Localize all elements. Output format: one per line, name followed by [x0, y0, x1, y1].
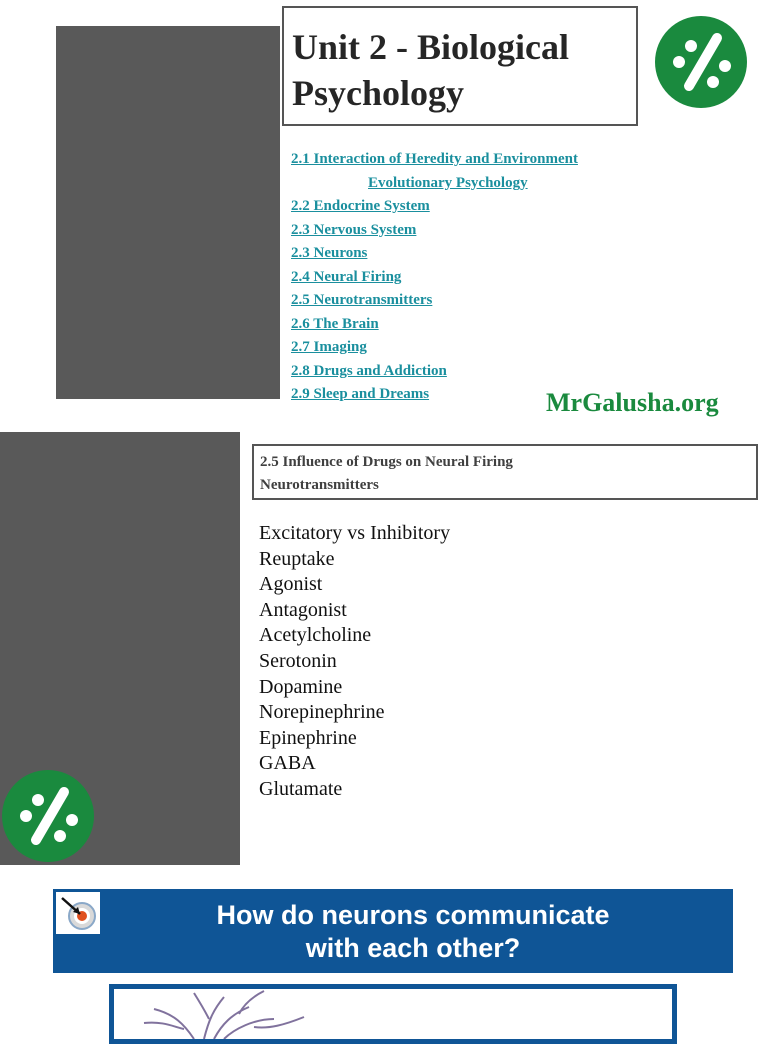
section-heading-box	[252, 444, 758, 500]
toc-link-2-5[interactable]: 2.5 Neurotransmitters	[291, 292, 433, 308]
title-box	[282, 6, 638, 126]
toc-link-2-3-neurons[interactable]: 2.3 Neurons	[291, 245, 368, 261]
section-heading: 2.5 Influence of Drugs on Neural Firing	[260, 454, 513, 470]
list-item: Antagonist	[259, 598, 347, 621]
banner-question	[93, 899, 733, 965]
list-item: Reuptake	[259, 547, 335, 570]
list-item: Serotonin	[259, 649, 337, 672]
toc-link-2-2[interactable]: 2.2 Endocrine System	[291, 198, 430, 214]
toc-item	[291, 242, 578, 266]
neuron-icon	[114, 989, 672, 1039]
page-title	[292, 24, 569, 116]
question-banner	[53, 889, 733, 973]
title-line-1: Unit 2 - Biological	[292, 27, 569, 67]
term-list	[259, 521, 450, 803]
toc-item	[291, 195, 578, 219]
toc-link-2-9[interactable]: 2.9 Sleep and Dreams	[291, 386, 430, 402]
list-item: Excitatory vs Inhibitory	[259, 522, 451, 544]
toc-item	[291, 219, 578, 243]
list-item: Agonist	[259, 573, 323, 596]
list-item: Acetylcholine	[259, 624, 372, 647]
banner-line-1: How do neurons communicate	[216, 900, 610, 930]
section-subheading: Neurotransmitters	[260, 477, 379, 493]
list-item: Glutamate	[259, 777, 343, 800]
site-name: MrGalusha.org	[546, 388, 719, 417]
toc-link-2-8[interactable]: 2.8 Drugs and Addiction	[291, 362, 447, 379]
title-line-2: Psychology	[292, 73, 465, 113]
toc-item	[291, 266, 578, 290]
toc-link-2-4[interactable]: 2.4 Neural Firing	[291, 268, 402, 285]
toc-item	[291, 336, 578, 360]
toc-item	[291, 360, 578, 384]
toc-link-2-7[interactable]: 2.7 Imaging	[291, 339, 367, 355]
neuron-image-frame	[109, 984, 677, 1044]
toc-link-2-6[interactable]: 2.6 The Brain	[291, 315, 379, 332]
logo-icon	[2, 770, 94, 862]
toc-item	[291, 148, 578, 172]
toc-link-2-1[interactable]: 2.1 Interaction of Heredity and Environment	[291, 151, 578, 167]
toc-item	[291, 383, 578, 407]
banner-line-2: with each other?	[305, 933, 521, 963]
toc-item	[291, 313, 578, 337]
toc-link-2-3-nervous[interactable]: 2.3 Nervous System	[291, 221, 417, 238]
toc-item	[291, 289, 578, 313]
list-item: Norepinephrine	[259, 701, 385, 724]
image-placeholder-top	[56, 26, 280, 399]
logo-icon	[655, 16, 747, 108]
toc-link-evolutionary[interactable]: Evolutionary Psychology	[368, 174, 528, 191]
list-item: Epinephrine	[259, 726, 357, 749]
list-item: GABA	[259, 752, 316, 775]
toc-item	[291, 172, 578, 196]
toc-list	[291, 148, 578, 407]
list-item: Dopamine	[259, 675, 343, 698]
